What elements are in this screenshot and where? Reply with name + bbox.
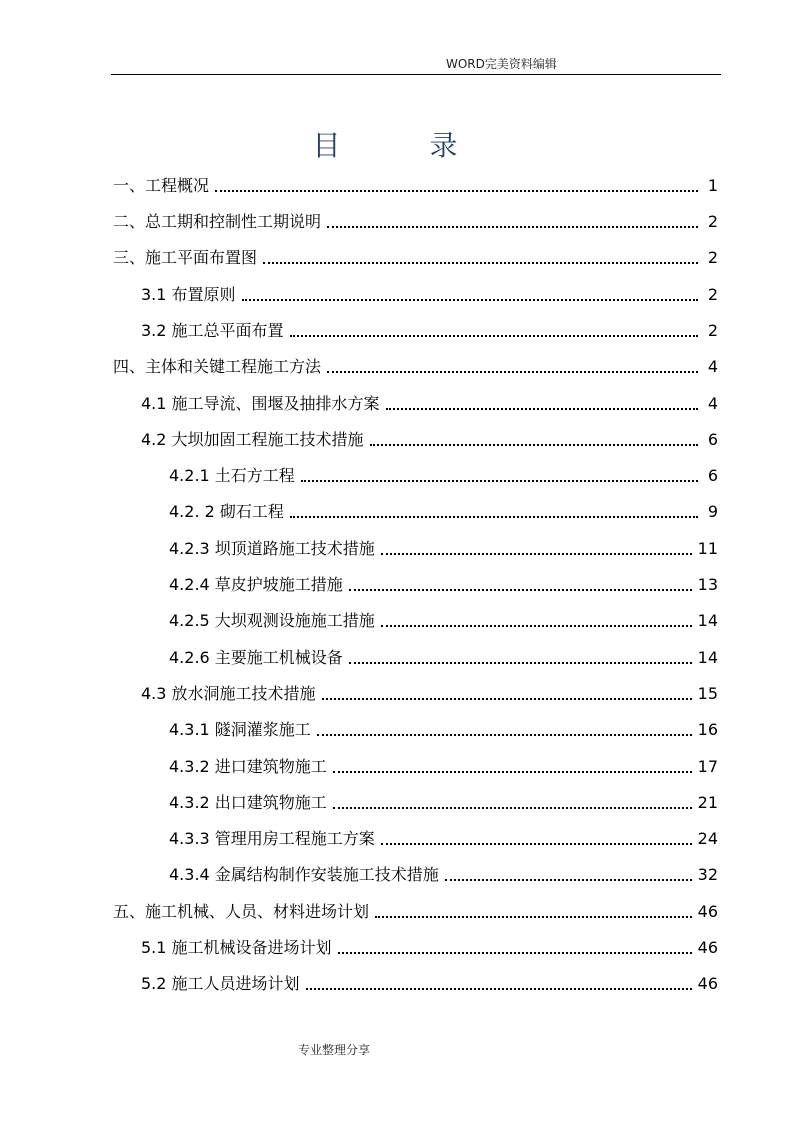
- toc-entry-page: 14: [697, 611, 718, 630]
- toc-leader-dots: [215, 190, 698, 192]
- toc-leader-dots: [381, 553, 692, 555]
- toc-entry[interactable]: [169, 498, 718, 522]
- toc-entry[interactable]: [169, 462, 718, 486]
- toc-entry-page: 1: [707, 176, 718, 195]
- toc-entry-page: 6: [707, 430, 718, 449]
- toc-leader-dots: [375, 916, 692, 918]
- toc-entry-page: 16: [697, 720, 718, 739]
- toc-entry-page: 11: [697, 539, 718, 558]
- toc-entry-label: 4.3 放水洞施工技术措施: [141, 684, 316, 703]
- toc-entry[interactable]: [141, 970, 718, 994]
- toc-entry-label: 四、主体和关键工程施工方法: [113, 357, 322, 376]
- toc-entry-page: 21: [697, 793, 718, 812]
- toc-entry-page: 15: [697, 684, 718, 703]
- toc-leader-dots: [242, 299, 698, 301]
- toc-entry-page: 46: [697, 974, 718, 993]
- toc-entry[interactable]: [141, 281, 718, 305]
- toc-entry[interactable]: [169, 861, 718, 885]
- toc-entry-page: 13: [697, 575, 718, 594]
- toc-entry[interactable]: [141, 317, 718, 341]
- toc-leader-dots: [445, 879, 692, 881]
- toc-entry-page: 4: [707, 394, 718, 413]
- toc-entry[interactable]: [141, 934, 718, 958]
- toc-entry-label: 4.2.4 草皮护坡施工措施: [169, 575, 343, 594]
- toc-entry-label: 3.1 布置原则: [141, 285, 236, 304]
- toc-entry-label: 4.3.4 金属结构制作安装施工技术措施: [169, 865, 439, 884]
- toc-entry[interactable]: [169, 535, 718, 559]
- toc-title: 目 录: [312, 129, 498, 162]
- toc-entry-label: 5.1 施工机械设备进场计划: [141, 938, 332, 957]
- toc-entry-label: 5.2 施工人员进场计划: [141, 974, 300, 993]
- toc-entry[interactable]: [113, 244, 718, 268]
- toc-entry-page: 14: [697, 648, 718, 667]
- toc-entry-label: 二、总工期和控制性工期说明: [113, 212, 322, 231]
- toc-entry-label: 4.2.3 坝顶道路施工技术措施: [169, 539, 375, 558]
- toc-leader-dots: [327, 371, 698, 373]
- toc-entry-page: 24: [697, 829, 718, 848]
- toc-leader-dots: [370, 444, 698, 446]
- toc-entry-label: 3.2 施工总平面布置: [141, 321, 284, 340]
- toc-leader-dots: [322, 698, 692, 700]
- toc-entry[interactable]: [169, 607, 718, 631]
- toc-leader-dots: [386, 408, 698, 410]
- toc-leader-dots: [301, 480, 698, 482]
- toc-leader-dots: [290, 335, 698, 337]
- toc-entry[interactable]: [141, 680, 718, 704]
- toc-entry[interactable]: [113, 898, 718, 922]
- toc-entry-label: 一、工程概况: [113, 176, 210, 195]
- toc-entry-label: 4.2.6 主要施工机械设备: [169, 648, 343, 667]
- toc-entry[interactable]: [169, 825, 718, 849]
- toc-entry[interactable]: [113, 208, 718, 232]
- toc-leader-dots: [333, 771, 692, 773]
- page-header-text: WORD完美资料编辑: [446, 57, 557, 71]
- toc-entry[interactable]: [113, 172, 718, 196]
- toc-entry[interactable]: [113, 353, 718, 377]
- toc-entry-label: 4.2.1 土石方工程: [169, 466, 295, 485]
- toc-entry-page: 6: [707, 466, 718, 485]
- toc-leader-dots: [290, 516, 698, 518]
- page-footer-text: 专业整理分享: [298, 1043, 371, 1057]
- toc-entry-page: 2: [707, 212, 718, 231]
- toc-entry-label: 4.1 施工导流、围堰及抽排水方案: [141, 394, 380, 413]
- toc-entry-label: 4.2 大坝加固工程施工技术措施: [141, 430, 364, 449]
- toc-leader-dots: [349, 662, 692, 664]
- toc-leader-dots: [381, 625, 692, 627]
- toc-entry-page: 2: [707, 321, 718, 340]
- toc-entry[interactable]: [169, 753, 718, 777]
- toc-entry-page: 9: [707, 502, 718, 521]
- toc-entry[interactable]: [141, 390, 718, 414]
- toc-entry-label: 五、施工机械、人员、材料进场计划: [113, 902, 370, 921]
- toc-entry-label: 4.3.2 进口建筑物施工: [169, 757, 327, 776]
- toc-leader-dots: [327, 226, 698, 228]
- toc-leader-dots: [263, 262, 698, 264]
- toc-entry[interactable]: [141, 426, 718, 450]
- toc-entry[interactable]: [169, 789, 718, 813]
- toc-entry-page: 17: [697, 757, 718, 776]
- toc-leader-dots: [333, 807, 692, 809]
- toc-leader-dots: [381, 843, 692, 845]
- toc-entry-label: 4.2. 2 砌石工程: [169, 502, 284, 521]
- toc-entry-label: 三、施工平面布置图: [113, 248, 258, 267]
- toc-entry-label: 4.3.1 隧洞灌浆施工: [169, 720, 311, 739]
- toc-leader-dots: [317, 734, 692, 736]
- toc-entry-label: 4.2.5 大坝观测设施施工措施: [169, 611, 375, 630]
- toc-entry-page: 32: [697, 865, 718, 884]
- toc-entry-label: 4.3.3 管理用房工程施工方案: [169, 829, 375, 848]
- toc-leader-dots: [338, 952, 692, 954]
- toc-entry-label: 4.3.2 出口建筑物施工: [169, 793, 327, 812]
- toc-entry-page: 2: [707, 285, 718, 304]
- toc-entry-page: 2: [707, 248, 718, 267]
- toc-entry[interactable]: [169, 644, 718, 668]
- toc-entry[interactable]: [169, 571, 718, 595]
- toc-entry[interactable]: [169, 716, 718, 740]
- toc-leader-dots: [306, 988, 692, 990]
- toc-entry-page: 46: [697, 902, 718, 921]
- toc-leader-dots: [349, 589, 692, 591]
- toc-entry-page: 46: [697, 938, 718, 957]
- toc-entry-page: 4: [707, 357, 718, 376]
